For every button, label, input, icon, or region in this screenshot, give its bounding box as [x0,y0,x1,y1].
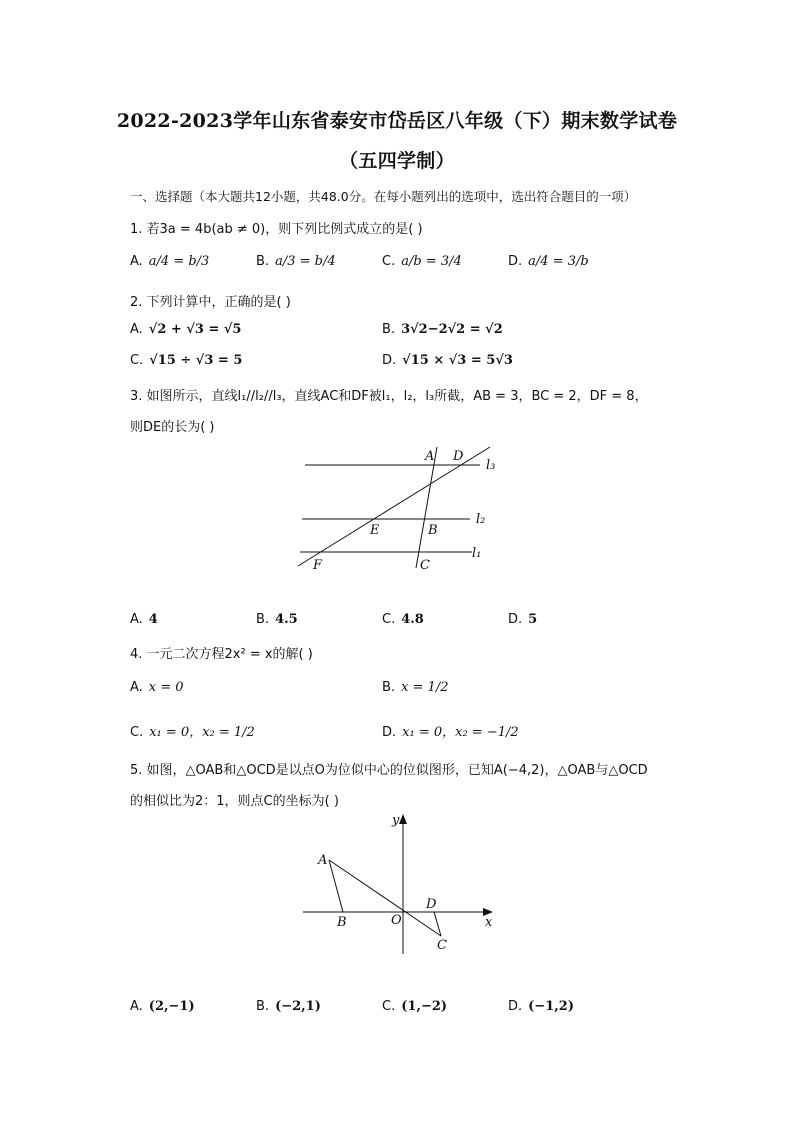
q2-stem: 2. 下列计算中，正确的是( ) [130,295,291,310]
q1-option-b[interactable] [256,254,336,269]
q1-option-d[interactable] [508,254,589,269]
option-text: √15 × √3 = 5√3 [402,353,513,368]
option-label: D. [508,999,523,1014]
option-text: 3√2−2√2 = √2 [401,322,503,337]
option-label: A. [130,322,143,337]
option-text: (1,−2) [401,999,448,1014]
option-label: D. [382,353,397,368]
option-label: C. [130,353,144,368]
q4-option-b[interactable] [382,680,448,695]
q3-figure [290,440,510,580]
label-e: E [370,523,380,538]
option-text: x = 1/2 [401,680,449,695]
option-text: (2,−1) [148,999,195,1014]
q3-stem-line1: 3. 如图所示，直线l₁//l₂//l₃，直线AC和DF被l₁，l₂，l₃所截，AB = 3，BC = 2，DF = 8， [130,389,648,404]
option-label: B. [256,612,270,627]
label-c: C [420,558,430,573]
option-text: a/4 = 3/b [528,254,589,269]
q5-option-a[interactable] [130,999,195,1014]
q5-stem-line2: 的相似比为2：1，则点C的坐标为( ) [130,794,339,809]
q2-option-a[interactable] [130,322,241,337]
option-label: C. [382,612,396,627]
option-label: C. [382,999,396,1014]
option-text: 4 [148,612,158,627]
exam-title-line2: （五四学制） [339,150,455,172]
option-label: B. [256,999,270,1014]
label-a: A [425,449,435,464]
label-d: D [426,897,437,912]
label-o: O [391,913,402,928]
label-x: x [485,915,493,930]
q2-option-c[interactable] [130,353,242,368]
option-text: x₁ = 0，x₂ = −1/2 [402,725,519,740]
q2-option-b[interactable] [382,322,503,337]
option-text: a/4 = b/3 [148,254,210,269]
label-f: F [313,558,323,573]
option-label: B. [382,322,396,337]
option-label: A. [130,254,143,269]
label-l1: l₁ [472,546,482,561]
label-l2: l₂ [476,512,486,527]
option-text: √15 ÷ √3 = 5 [149,353,243,368]
y-axis-arrow-icon [399,814,407,824]
label-c: C [437,938,447,953]
q3-option-d[interactable] [508,612,537,627]
label-a: A [318,853,328,868]
option-label: B. [382,680,396,695]
label-b: B [337,915,347,930]
option-label: A. [130,612,143,627]
q1-option-a[interactable] [130,254,209,269]
q5-figure [295,808,505,960]
section-heading: 一、选择题（本大题共12小题，共48.0分。在每小题列出的选项中，选出符合题目的一项） [130,189,637,204]
q1-option-c[interactable] [382,254,462,269]
option-label: D. [508,612,523,627]
option-label: B. [256,254,270,269]
option-label: C. [382,254,396,269]
option-label: A. [130,680,143,695]
q3-option-a[interactable] [130,612,158,627]
option-text: a/b = 3/4 [401,254,462,269]
option-text: (−2,1) [275,999,321,1014]
option-label: A. [130,999,143,1014]
q4-option-c[interactable] [130,721,255,740]
q3-stem-line2: 则DE的长为( ) [130,420,215,435]
label-b: B [428,523,438,538]
option-text: a/3 = b/4 [275,254,336,269]
q3-option-b[interactable] [256,612,298,627]
q2-option-d[interactable] [382,353,513,368]
q1-stem: 1. 若3a = 4b(ab ≠ 0)，则下列比例式成立的是( ) [130,222,423,237]
q5-option-b[interactable] [256,999,321,1014]
q4-option-a[interactable] [130,680,184,695]
label-l3: l₃ [486,458,496,473]
label-d: D [453,449,464,464]
q5-stem-line1: 5. 如图，△OAB和△OCD是以点O为位似中心的位似图形，已知A(−4,2)，△OAB与△OCD [130,763,648,778]
q5-option-d[interactable] [508,999,574,1014]
option-text: x₁ = 0，x₂ = 1/2 [149,725,255,740]
q3-option-c[interactable] [382,612,424,627]
q4-option-d[interactable] [382,721,519,740]
option-label: D. [382,725,397,740]
label-y: y [392,813,400,828]
option-text: 4.8 [401,612,424,627]
q5-option-c[interactable] [382,999,447,1014]
option-text: x = 0 [148,680,184,695]
option-label: C. [130,725,144,740]
option-text: 5 [528,612,538,627]
option-text: (−1,2) [528,999,574,1014]
option-label: D. [508,254,523,269]
exam-title-line1: 2022-2023学年山东省泰安市岱岳区八年级（下）期末数学试卷 [116,110,678,132]
option-text: 4.5 [275,612,298,627]
q4-stem: 4. 一元二次方程2x² = x的解( ) [130,647,313,662]
option-text: √2 + √3 = √5 [148,322,242,337]
